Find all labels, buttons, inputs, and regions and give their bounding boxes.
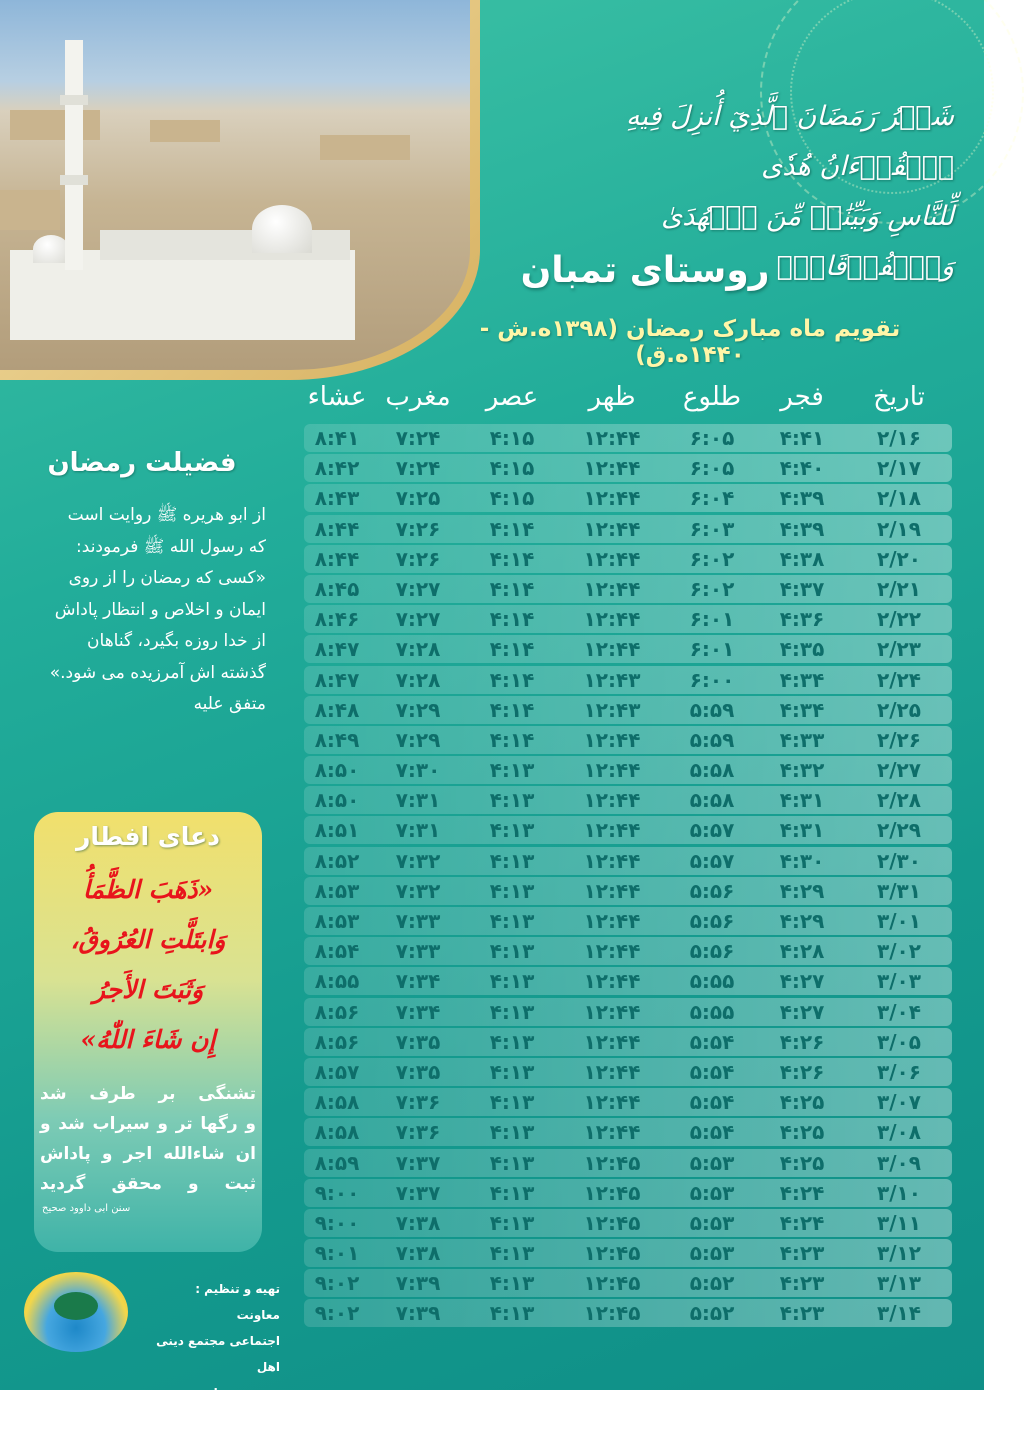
cell-asr: ۴:۱۳: [489, 1241, 535, 1266]
cell-asr: ۴:۱۴: [489, 697, 535, 722]
cell-sunrise: ۵:۵۲: [689, 1271, 735, 1296]
cell-fajr: ۴:۲۵: [779, 1150, 825, 1175]
house: [0, 190, 60, 230]
cell-sunrise: ۶:۰۱: [689, 637, 735, 662]
header-sunrise: طلوع: [682, 382, 742, 412]
virtue-line: ایمان و اخلاص و انتظار پاداش: [54, 599, 266, 620]
cell-asr: ۴:۱۴: [489, 727, 535, 752]
minaret-balcony: [60, 95, 88, 105]
cell-asr: ۴:۱۳: [489, 848, 535, 873]
cell-asr: ۴:۱۳: [489, 788, 535, 813]
cell-isha: ۸:۵۷: [314, 1059, 360, 1084]
cell-maghrib: ۷:۳۶: [395, 1090, 441, 1115]
cell-sunrise: ۵:۵۲: [689, 1301, 735, 1326]
cell-date: ۲/۲۰: [877, 546, 921, 571]
virtue-line: «کسی که رمضان را از روی: [68, 568, 266, 588]
cell-sunrise: ۶:۰۲: [689, 546, 735, 571]
cell-fajr: ۴:۲۹: [779, 878, 825, 903]
cell-maghrib: ۷:۳۸: [395, 1241, 441, 1266]
cell-fajr: ۴:۴۰: [779, 456, 825, 481]
cell-sunrise: ۶:۰۴: [689, 486, 735, 511]
cell-asr: ۴:۱۳: [489, 1210, 535, 1235]
cell-fajr: ۴:۳۳: [779, 727, 825, 752]
table-row: [304, 696, 952, 724]
table-header: [304, 374, 952, 420]
cell-isha: ۸:۴۲: [314, 456, 360, 481]
cell-dhuhr: ۱۲:۴۴: [583, 486, 641, 511]
cell-date: ۲/۱۶: [877, 426, 921, 450]
table-row: [304, 424, 952, 452]
house: [320, 135, 410, 160]
cell-fajr: ۴:۲۶: [779, 1059, 825, 1084]
cell-isha: ۸:۴۹: [314, 727, 360, 752]
dua-translation-line: ثبت و محقق گردید: [40, 1174, 256, 1194]
cell-isha: ۸:۵۶: [314, 1029, 360, 1054]
cell-maghrib: ۷:۳۵: [395, 1059, 441, 1084]
cell-date: ۳/۳۱: [877, 878, 921, 903]
cell-dhuhr: ۱۲:۴۴: [583, 818, 641, 843]
cell-dhuhr: ۱۲:۴۴: [583, 516, 641, 541]
cell-date: ۲/۲۳: [877, 637, 921, 662]
table-row: [304, 484, 952, 512]
table-row: [304, 756, 952, 784]
organization-logo: [24, 1272, 128, 1352]
cell-maghrib: ۷:۳۵: [395, 1029, 441, 1054]
cell-date: ۳/۰۳: [877, 969, 921, 994]
cell-sunrise: ۵:۵۹: [689, 727, 735, 752]
cell-fajr: ۴:۲۳: [779, 1301, 825, 1326]
dua-translation-line: ان شاءالله اجر و پاداش: [40, 1144, 256, 1164]
cell-fajr: ۴:۲۷: [779, 969, 825, 994]
cell-fajr: ۴:۲۶: [779, 1029, 825, 1054]
cell-isha: ۸:۵۸: [314, 1120, 360, 1145]
cell-fajr: ۴:۲۵: [779, 1090, 825, 1115]
cell-isha: ۸:۵۹: [314, 1150, 360, 1175]
cell-maghrib: ۷:۳۱: [395, 788, 441, 813]
cell-dhuhr: ۱۲:۴۵: [583, 1241, 641, 1266]
cell-dhuhr: ۱۲:۴۴: [583, 637, 641, 662]
virtue-line: از ابو هریره ﷺ روایت است: [67, 505, 266, 525]
cell-dhuhr: ۱۲:۴۵: [583, 1150, 641, 1175]
cell-isha: ۹:۰۱: [314, 1241, 360, 1266]
table-row: [304, 454, 952, 482]
header-date: تاریخ: [873, 382, 925, 412]
table-row: [304, 726, 952, 754]
dua-source: سنن ابی داوود صحیح: [42, 1203, 131, 1214]
dua-arabic-line: وَثَبَتَ الأَجرُ: [92, 975, 204, 1004]
cell-fajr: ۴:۳۴: [779, 697, 825, 722]
cell-isha: ۹:۰۲: [314, 1301, 360, 1326]
cell-dhuhr: ۱۲:۴۵: [583, 1301, 641, 1326]
cell-sunrise: ۶:۰۰: [689, 667, 735, 692]
table-row: [304, 1149, 952, 1177]
cell-date: ۲/۲۵: [877, 697, 921, 722]
dua-title: دعای افطار: [76, 822, 220, 851]
cell-asr: ۴:۱۳: [489, 818, 535, 843]
cell-fajr: ۴:۳۰: [779, 848, 825, 873]
table-row: [304, 847, 952, 875]
virtue-section: [18, 448, 266, 721]
table-row: [304, 1088, 952, 1116]
cell-maghrib: ۷:۳۶: [395, 1120, 441, 1145]
cell-sunrise: ۵:۵۶: [689, 939, 735, 964]
table-row: [304, 1269, 952, 1297]
cell-sunrise: ۶:۰۳: [689, 516, 735, 541]
dua-arabic-line: «ذَهَبَ الظَّمَأُ: [82, 875, 214, 904]
cell-maghrib: ۷:۳۹: [395, 1271, 441, 1296]
cell-sunrise: ۵:۵۷: [689, 848, 735, 873]
credits-line: اجتماعی مجتمع دینی اهل: [156, 1334, 280, 1374]
prayer-timetable: [304, 374, 952, 1330]
cell-fajr: ۴:۳۹: [779, 486, 825, 511]
cell-isha: ۸:۵۴: [314, 939, 360, 964]
cell-sunrise: ۵:۵۵: [689, 969, 735, 994]
table-row: [304, 1179, 952, 1207]
virtue-title: فضیلت رمضان: [47, 448, 237, 478]
cell-asr: ۴:۱۴: [489, 607, 535, 632]
cell-asr: ۴:۱۳: [489, 1271, 535, 1296]
cell-maghrib: ۷:۳۹: [395, 1301, 441, 1326]
cell-dhuhr: ۱۲:۴۴: [583, 758, 641, 783]
cell-date: ۳/۰۲: [877, 939, 921, 964]
table-row: [304, 1299, 952, 1327]
header-isha: عشاء: [307, 382, 367, 412]
cell-maghrib: ۷:۳۳: [395, 939, 441, 964]
cell-asr: ۴:۱۴: [489, 546, 535, 571]
cell-dhuhr: ۱۲:۴۵: [583, 1271, 641, 1296]
cell-isha: ۸:۵۲: [314, 848, 360, 873]
table-row: [304, 1028, 952, 1056]
cell-maghrib: ۷:۲۴: [395, 426, 441, 450]
cell-asr: ۴:۱۳: [489, 1059, 535, 1084]
cell-isha: ۸:۴۴: [314, 516, 360, 541]
cell-date: ۲/۱۷: [877, 456, 921, 481]
cell-date: ۳/۰۵: [877, 1029, 921, 1054]
table-row: [304, 967, 952, 995]
cell-sunrise: ۶:۰۲: [689, 576, 735, 601]
cell-fajr: ۴:۲۷: [779, 999, 825, 1024]
cell-isha: ۸:۴۱: [314, 426, 360, 450]
cell-dhuhr: ۱۲:۴۴: [583, 546, 641, 571]
village-title: روستای تمبان: [520, 250, 770, 291]
cell-dhuhr: ۱۲:۴۵: [583, 1210, 641, 1235]
cell-maghrib: ۷:۳۲: [395, 848, 441, 873]
cell-dhuhr: ۱۲:۴۵: [583, 1180, 641, 1205]
table-row: [304, 666, 952, 694]
cell-fajr: ۴:۳۸: [779, 546, 825, 571]
cell-sunrise: ۵:۵۶: [689, 878, 735, 903]
cell-isha: ۸:۵۶: [314, 999, 360, 1024]
cell-isha: ۸:۴۴: [314, 546, 360, 571]
cell-fajr: ۴:۳۲: [779, 758, 825, 783]
cell-date: ۳/۱۰: [877, 1180, 921, 1205]
cell-date: ۲/۳۰: [877, 848, 921, 873]
cell-dhuhr: ۱۲:۴۴: [583, 999, 641, 1024]
cell-dhuhr: ۱۲:۴۴: [583, 969, 641, 994]
cell-sunrise: ۶:۰۵: [689, 426, 735, 450]
cell-isha: ۸:۴۶: [314, 607, 360, 632]
cell-dhuhr: ۱۲:۴۴: [583, 607, 641, 632]
cell-asr: ۴:۱۳: [489, 1150, 535, 1175]
cell-date: ۲/۱۸: [877, 486, 921, 511]
cell-sunrise: ۵:۵۵: [689, 999, 735, 1024]
cell-date: ۳/۰۷: [877, 1090, 921, 1115]
table-row: [304, 515, 952, 543]
cell-date: ۲/۲۲: [877, 607, 921, 632]
table-row: [304, 877, 952, 905]
credits-line: تهیه و تنظیم : معاونت: [195, 1282, 280, 1322]
cell-date: ۲/۲۶: [877, 727, 921, 752]
cell-maghrib: ۷:۳۲: [395, 878, 441, 903]
header-maghrib: مغرب: [385, 382, 451, 412]
cell-fajr: ۴:۳۶: [779, 607, 825, 632]
cell-fajr: ۴:۳۴: [779, 667, 825, 692]
virtue-source: متفق علیه: [193, 694, 266, 714]
cell-isha: ۸:۴۵: [314, 576, 360, 601]
cell-date: ۳/۰۸: [877, 1120, 921, 1145]
table-row: [304, 1058, 952, 1086]
mosque-roof: [100, 230, 350, 260]
cell-dhuhr: ۱۲:۴۴: [583, 1090, 641, 1115]
cell-asr: ۴:۱۴: [489, 637, 535, 662]
cell-asr: ۴:۱۳: [489, 909, 535, 933]
table-row: [304, 605, 952, 633]
cell-asr: ۴:۱۳: [489, 878, 535, 903]
cell-fajr: ۴:۲۴: [779, 1210, 825, 1235]
minaret-balcony: [60, 175, 88, 185]
dome: [252, 205, 312, 253]
cell-dhuhr: ۱۲:۴۴: [583, 788, 641, 813]
virtue-text: [18, 500, 266, 721]
cell-dhuhr: ۱۲:۴۳: [583, 667, 641, 692]
cell-maghrib: ۷:۳۱: [395, 818, 441, 843]
cell-isha: ۸:۴۷: [314, 637, 360, 662]
table-row: [304, 1209, 952, 1237]
virtue-line: از خدا روزه بگیرد، گناهان: [87, 631, 266, 651]
credits-line: سنت و جماعت شهرستان قشم: [187, 1386, 280, 1426]
table-row: [304, 575, 952, 603]
table-row: [304, 907, 952, 935]
cell-sunrise: ۵:۵۸: [689, 758, 735, 783]
cell-asr: ۴:۱۳: [489, 1029, 535, 1054]
cell-maghrib: ۷:۲۶: [395, 546, 441, 571]
cell-asr: ۴:۱۴: [489, 516, 535, 541]
table-row: [304, 545, 952, 573]
cell-fajr: ۴:۲۵: [779, 1120, 825, 1145]
cell-dhuhr: ۱۲:۴۴: [583, 576, 641, 601]
cell-fajr: ۴:۳۵: [779, 637, 825, 662]
dua-translation: [34, 1079, 262, 1199]
house: [150, 120, 220, 142]
header-dhuhr: ظهر: [588, 382, 636, 412]
cell-sunrise: ۵:۵۷: [689, 818, 735, 843]
dua-translation-line: تشنگی بر طرف شد: [40, 1084, 256, 1104]
table-row: [304, 998, 952, 1026]
cell-maghrib: ۷:۲۸: [395, 667, 441, 692]
cell-sunrise: ۵:۵۳: [689, 1210, 735, 1235]
dua-arabic-line: إِن شَاءَ اللّٰهُ»: [80, 1025, 216, 1054]
cell-dhuhr: ۱۲:۴۴: [583, 1029, 641, 1054]
cell-isha: ۸:۴۳: [314, 486, 360, 511]
cell-fajr: ۴:۲۳: [779, 1241, 825, 1266]
cell-dhuhr: ۱۲:۴۳: [583, 697, 641, 722]
cell-date: ۳/۱۴: [877, 1301, 921, 1326]
mosque-photo: [0, 0, 470, 370]
cell-dhuhr: ۱۲:۴۴: [583, 1059, 641, 1084]
cell-fajr: ۴:۲۴: [779, 1180, 825, 1205]
cell-fajr: ۴:۴۱: [779, 426, 825, 450]
verse-line: لِّلنَّاسِ وَبَيِّنَٰتٖ مِّنَ ٱلۡهُدَىٰ وَٱلۡفُرۡقَانِۚ: [661, 201, 954, 282]
cell-fajr: ۴:۳۱: [779, 818, 825, 843]
virtue-line: که رسول الله ﷺ فرمودند:: [76, 536, 266, 557]
cell-sunrise: ۶:۰۵: [689, 456, 735, 481]
cell-maghrib: ۷:۲۵: [395, 486, 441, 511]
cell-date: ۳/۰۴: [877, 999, 921, 1024]
cell-sunrise: ۵:۵۳: [689, 1241, 735, 1266]
cell-maghrib: ۷:۲۷: [395, 576, 441, 601]
cell-asr: ۴:۱۳: [489, 1120, 535, 1145]
credits: [148, 1276, 280, 1432]
cell-asr: ۴:۱۵: [489, 456, 535, 481]
cell-date: ۲/۲۷: [877, 758, 921, 783]
calendar-subtitle: تقویم ماه مبارک رمضان (۱۳۹۸ه.ش - ۱۴۴۰ه.ق): [479, 316, 901, 368]
virtue-line: گذشته اش آمرزیده می شود.»: [49, 662, 266, 683]
cell-date: ۳/۱۱: [877, 1210, 921, 1235]
cell-maghrib: ۷:۲۹: [395, 727, 441, 752]
cell-sunrise: ۵:۵۹: [689, 697, 735, 722]
cell-dhuhr: ۱۲:۴۴: [583, 878, 641, 903]
cell-maghrib: ۷:۲۸: [395, 637, 441, 662]
cell-dhuhr: ۱۲:۴۴: [583, 939, 641, 964]
cell-isha: ۸:۴۸: [314, 697, 360, 722]
table-row: [304, 786, 952, 814]
cell-fajr: ۴:۳۱: [779, 788, 825, 813]
house: [10, 110, 100, 140]
cell-maghrib: ۷:۲۷: [395, 607, 441, 632]
cell-isha: ۸:۵۱: [314, 818, 360, 843]
dua-arabic: [34, 865, 262, 1065]
minaret: [65, 40, 83, 270]
cell-maghrib: ۷:۳۷: [395, 1180, 441, 1205]
logo-emblem: [54, 1292, 98, 1320]
cell-asr: ۴:۱۵: [489, 486, 535, 511]
cell-asr: ۴:۱۵: [489, 426, 535, 450]
cell-fajr: ۴:۲۸: [779, 939, 825, 964]
cell-dhuhr: ۱۲:۴۴: [583, 848, 641, 873]
cell-date: ۲/۲۹: [877, 818, 921, 843]
cell-fajr: ۴:۳۹: [779, 516, 825, 541]
cell-date: ۳/۱۳: [877, 1271, 921, 1296]
cell-asr: ۴:۱۳: [489, 939, 535, 964]
table-row: [304, 635, 952, 663]
cell-isha: ۸:۵۰: [314, 788, 360, 813]
cell-sunrise: ۶:۰۱: [689, 607, 735, 632]
cell-fajr: ۴:۲۳: [779, 1271, 825, 1296]
cell-date: ۲/۲۱: [877, 576, 921, 601]
cell-fajr: ۴:۳۷: [779, 576, 825, 601]
cell-isha: ۸:۵۰: [314, 758, 360, 783]
cell-asr: ۴:۱۳: [489, 1180, 535, 1205]
cell-sunrise: ۵:۵۳: [689, 1150, 735, 1175]
table-row: [304, 1239, 952, 1267]
cell-isha: ۸:۵۳: [314, 878, 360, 903]
cell-fajr: ۴:۲۹: [779, 909, 825, 933]
cell-asr: ۴:۱۳: [489, 758, 535, 783]
cell-sunrise: ۵:۵۳: [689, 1180, 735, 1205]
cell-dhuhr: ۱۲:۴۴: [583, 727, 641, 752]
cell-date: ۳/۱۲: [877, 1241, 921, 1266]
cell-isha: ۹:۰۰: [314, 1210, 360, 1235]
cell-maghrib: ۷:۳۸: [395, 1210, 441, 1235]
cell-sunrise: ۵:۵۴: [689, 1059, 735, 1084]
cell-dhuhr: ۱۲:۴۴: [583, 456, 641, 481]
cell-dhuhr: ۱۲:۴۴: [583, 426, 641, 450]
cell-sunrise: ۵:۵۴: [689, 1090, 735, 1115]
cell-asr: ۴:۱۳: [489, 1301, 535, 1326]
cell-date: ۲/۲۸: [877, 788, 921, 813]
cell-asr: ۴:۱۳: [489, 1090, 535, 1115]
cell-asr: ۴:۱۴: [489, 576, 535, 601]
dua-box: [34, 812, 262, 1252]
cell-maghrib: ۷:۳۳: [395, 909, 441, 933]
cell-date: ۳/۰۹: [877, 1150, 921, 1175]
cell-sunrise: ۵:۵۴: [689, 1120, 735, 1145]
cell-maghrib: ۷:۳۴: [395, 999, 441, 1024]
cell-isha: ۸:۴۷: [314, 667, 360, 692]
cell-sunrise: ۵:۵۸: [689, 788, 735, 813]
cell-maghrib: ۷:۳۷: [395, 1150, 441, 1175]
dome: [33, 235, 69, 263]
cell-maghrib: ۷:۳۰: [395, 758, 441, 783]
header-fajr: فجر: [780, 382, 824, 412]
cell-maghrib: ۷:۲۹: [395, 697, 441, 722]
cell-date: ۲/۱۹: [877, 516, 921, 541]
cell-dhuhr: ۱۲:۴۴: [583, 909, 641, 933]
cell-maghrib: ۷:۲۶: [395, 516, 441, 541]
cell-isha: ۸:۵۸: [314, 1090, 360, 1115]
cell-maghrib: ۷:۲۴: [395, 456, 441, 481]
verse-line: شَهۡرُ رَمَضَانَ ٱلَّذِيٓ أُنزِلَ فِيهِ ٱلۡقُرۡءَانُ هُدٗى: [625, 101, 954, 182]
cell-sunrise: ۵:۵۶: [689, 909, 735, 933]
mosque-building: [10, 250, 355, 340]
table-row: [304, 816, 952, 844]
dua-translation-line: و رگها تر و سیراب شد و: [40, 1114, 256, 1134]
cell-isha: ۸:۵۵: [314, 969, 360, 994]
cell-asr: ۴:۱۳: [489, 969, 535, 994]
cell-asr: ۴:۱۳: [489, 999, 535, 1024]
cell-maghrib: ۷:۳۴: [395, 969, 441, 994]
header-asr: عصر: [485, 382, 539, 412]
cell-dhuhr: ۱۲:۴۴: [583, 1120, 641, 1145]
cell-date: ۲/۲۴: [877, 667, 921, 692]
dua-arabic-line: وَابتَلَّتِ العُرُوقُ،: [70, 925, 226, 954]
cell-isha: ۹:۰۲: [314, 1271, 360, 1296]
cell-isha: ۹:۰۰: [314, 1180, 360, 1205]
cell-date: ۳/۰۶: [877, 1059, 921, 1084]
table-body: [304, 424, 952, 1327]
cell-date: ۳/۰۱: [877, 909, 921, 933]
cell-sunrise: ۵:۵۴: [689, 1029, 735, 1054]
table-row: [304, 1118, 952, 1146]
cell-asr: ۴:۱۴: [489, 667, 535, 692]
table-row: [304, 937, 952, 965]
cell-isha: ۸:۵۳: [314, 909, 360, 933]
